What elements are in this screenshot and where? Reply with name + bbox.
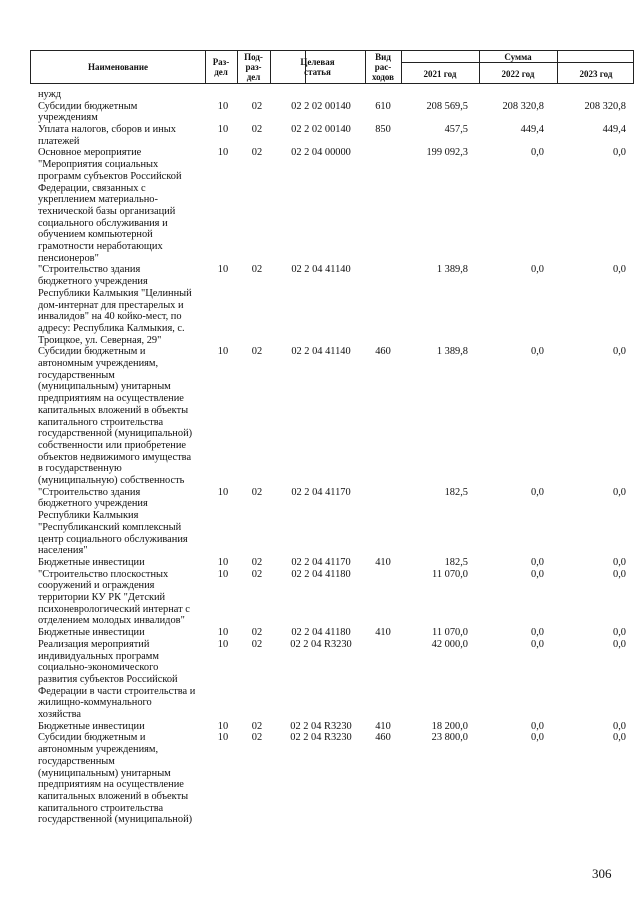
cell-name: Реализация мероприятий индивидуальных программ социально-экономического развития субъектов Российской Федерации в части строительства и жилищно-коммунального хозяйства (38, 638, 196, 721)
cell-razdel: 10 (217, 732, 229, 744)
col-header-vid: Вид рас- ходов (371, 52, 395, 82)
cell-sum-2023: 0,0 (613, 638, 626, 650)
table-row (0, 639, 640, 721)
cell-sum-2023: 0,0 (613, 346, 626, 358)
cell-sum-2021: 1 389,8 (436, 264, 468, 276)
cell-celevaya: 02 2 04 41140 (291, 264, 351, 276)
cell-razdel: 10 (217, 720, 229, 732)
cell-sum-2022: 0,0 (531, 486, 544, 498)
cell-celevaya: 02 2 04 41180 (291, 627, 351, 639)
cell-podrazdel: 02 (251, 638, 263, 650)
cell-name: нужд (38, 89, 62, 100)
cell-razdel: 10 (217, 124, 229, 136)
table-row (0, 487, 640, 557)
col-header-name: Наименование (88, 62, 148, 72)
page-number: 306 (592, 866, 612, 881)
cell-razdel: 10 (217, 486, 229, 498)
cell-celevaya: 02 2 04 R3230 (290, 638, 352, 650)
table-row (0, 89, 640, 101)
cell-sum-2023: 0,0 (613, 556, 626, 568)
cell-sum-2021: 182,5 (444, 486, 468, 498)
cell-sum-2023: 0,0 (613, 568, 626, 580)
table-row (0, 569, 640, 628)
table-header (30, 50, 634, 84)
cell-vid: 410 (375, 556, 391, 568)
cell-sum-2023: 0,0 (613, 720, 626, 732)
cell-sum-2021: 42 000,0 (431, 638, 468, 650)
table-body (0, 89, 640, 826)
cell-celevaya: 02 2 04 00000 (291, 147, 351, 159)
col-header-2023: 2023 год (579, 69, 613, 79)
cell-sum-2021: 23 800,0 (431, 732, 468, 744)
table-row (0, 721, 640, 733)
cell-name: Бюджетные инвестиции (38, 627, 145, 639)
cell-sum-2021: 182,5 (444, 556, 468, 568)
cell-sum-2022: 0,0 (531, 147, 544, 159)
cell-podrazdel: 02 (251, 556, 263, 568)
cell-vid: 460 (375, 732, 391, 744)
table-row (0, 346, 640, 486)
cell-vid: 850 (375, 124, 391, 136)
cell-sum-2023: 0,0 (613, 264, 626, 276)
cell-sum-2021: 457,5 (444, 124, 468, 136)
cell-sum-2021: 199 092,3 (426, 147, 468, 159)
table-row (0, 147, 640, 264)
cell-razdel: 10 (217, 100, 229, 112)
table-row (0, 124, 640, 147)
cell-sum-2022: 0,0 (531, 556, 544, 568)
cell-celevaya: 02 2 04 41140 (291, 346, 351, 358)
cell-sum-2023: 0,0 (613, 486, 626, 498)
cell-razdel: 10 (217, 147, 229, 159)
cell-sum-2022: 0,0 (531, 346, 544, 358)
cell-name: Субсидии бюджетным и автономным учреждениям, государственным (муниципальным) унитарным предприятиям на осуществление капитальных вложений в объекты капитального строительства государственной (муниципальной) собственности или приобретение объектов недвижимого имущества в государственную (муниципальную) собственность (38, 346, 193, 487)
cell-celevaya: 02 2 04 41170 (291, 556, 351, 568)
cell-name: Бюджетные инвестиции (38, 556, 145, 568)
cell-sum-2023: 449,4 (602, 124, 626, 136)
cell-sum-2023: 0,0 (613, 627, 626, 639)
cell-vid: 460 (375, 346, 391, 358)
cell-name: "Строительство здания бюджетного учреждения Республики Калмыкия "Республиканский комплексный центр социального обслуживания населения" (38, 486, 188, 557)
cell-sum-2023: 208 320,8 (584, 100, 626, 112)
cell-sum-2022: 449,4 (520, 124, 544, 136)
cell-podrazdel: 02 (251, 264, 263, 276)
cell-razdel: 10 (217, 568, 229, 580)
cell-podrazdel: 02 (251, 346, 263, 358)
cell-celevaya: 02 2 04 41180 (291, 568, 351, 580)
cell-name: "Строительство здания бюджетного учреждения Республики Калмыкия "Целинный дом-интернат для престарелых и инвалидов" на 40 койко-мест, по адресу: Республика Калмыкия, с. Троицкое, ул. Северная, 29" (38, 264, 192, 346)
cell-celevaya: 02 2 04 R3230 (290, 732, 352, 744)
col-header-2022: 2022 год (501, 69, 535, 79)
cell-sum-2021: 18 200,0 (431, 720, 468, 732)
table-row (0, 264, 640, 346)
cell-vid: 410 (375, 720, 391, 732)
cell-name: Уплата налогов, сборов и иных платежей (38, 124, 176, 147)
cell-podrazdel: 02 (251, 720, 263, 732)
cell-sum-2023: 0,0 (613, 147, 626, 159)
cell-sum-2022: 208 320,8 (502, 100, 544, 112)
cell-name: Субсидии бюджетным учреждениям (38, 100, 138, 124)
col-header-podrazdel: Под- раз- дел (244, 52, 263, 82)
cell-celevaya: 02 2 04 R3230 (290, 720, 352, 732)
cell-razdel: 10 (217, 638, 229, 650)
col-header-razdel: Раз- дел (212, 57, 230, 77)
cell-podrazdel: 02 (251, 486, 263, 498)
cell-name: Субсидии бюджетным и автономным учреждениям, государственным (муниципальным) унитарным предприятиям на осуществление капитальных вложений в объекты капитального строительства государственной (муниципальной) (38, 732, 193, 826)
cell-sum-2023: 0,0 (613, 732, 626, 744)
cell-sum-2021: 208 569,5 (426, 100, 468, 112)
cell-sum-2022: 0,0 (531, 568, 544, 580)
col-header-2021: 2021 год (423, 69, 457, 79)
cell-razdel: 10 (217, 627, 229, 639)
cell-razdel: 10 (217, 264, 229, 276)
cell-sum-2022: 0,0 (531, 264, 544, 276)
cell-sum-2022: 0,0 (531, 720, 544, 732)
cell-podrazdel: 02 (251, 568, 263, 580)
table-row (0, 557, 640, 569)
cell-sum-2022: 0,0 (531, 732, 544, 744)
col-header-summa: Сумма (504, 52, 532, 62)
table-row (0, 732, 640, 826)
cell-celevaya: 02 2 02 00140 (291, 100, 351, 112)
cell-name: Основное мероприятие "Мероприятия социальных программ субъектов Российской Федерации, связанных с укреплением материально- технической базы организаций социального обслуживания и обучением компьютерной грамотности неработающих пенсионеров" (38, 147, 182, 264)
cell-sum-2022: 0,0 (531, 638, 544, 650)
table-row (0, 101, 640, 124)
cell-sum-2022: 0,0 (531, 627, 544, 639)
cell-podrazdel: 02 (251, 100, 263, 112)
cell-razdel: 10 (217, 556, 229, 568)
col-header-celevaya: Целевая статья (300, 57, 335, 77)
cell-celevaya: 02 2 02 00140 (291, 124, 351, 136)
cell-razdel: 10 (217, 346, 229, 358)
cell-podrazdel: 02 (251, 732, 263, 744)
cell-vid: 610 (375, 100, 391, 112)
divider (401, 62, 633, 63)
table-row (0, 627, 640, 639)
cell-podrazdel: 02 (251, 627, 263, 639)
cell-celevaya: 02 2 04 41170 (291, 486, 351, 498)
cell-sum-2021: 11 070,0 (432, 568, 468, 580)
cell-sum-2021: 1 389,8 (436, 346, 468, 358)
cell-name: "Строительство плоскостных сооружений и ограждения территории КУ РК "Детский психоневрологический интернат с отделением молодых инвалидов" (38, 568, 190, 627)
cell-vid: 410 (375, 627, 391, 639)
cell-name: Бюджетные инвестиции (38, 720, 145, 732)
cell-sum-2021: 11 070,0 (432, 627, 468, 639)
cell-podrazdel: 02 (251, 147, 263, 159)
cell-podrazdel: 02 (251, 124, 263, 136)
